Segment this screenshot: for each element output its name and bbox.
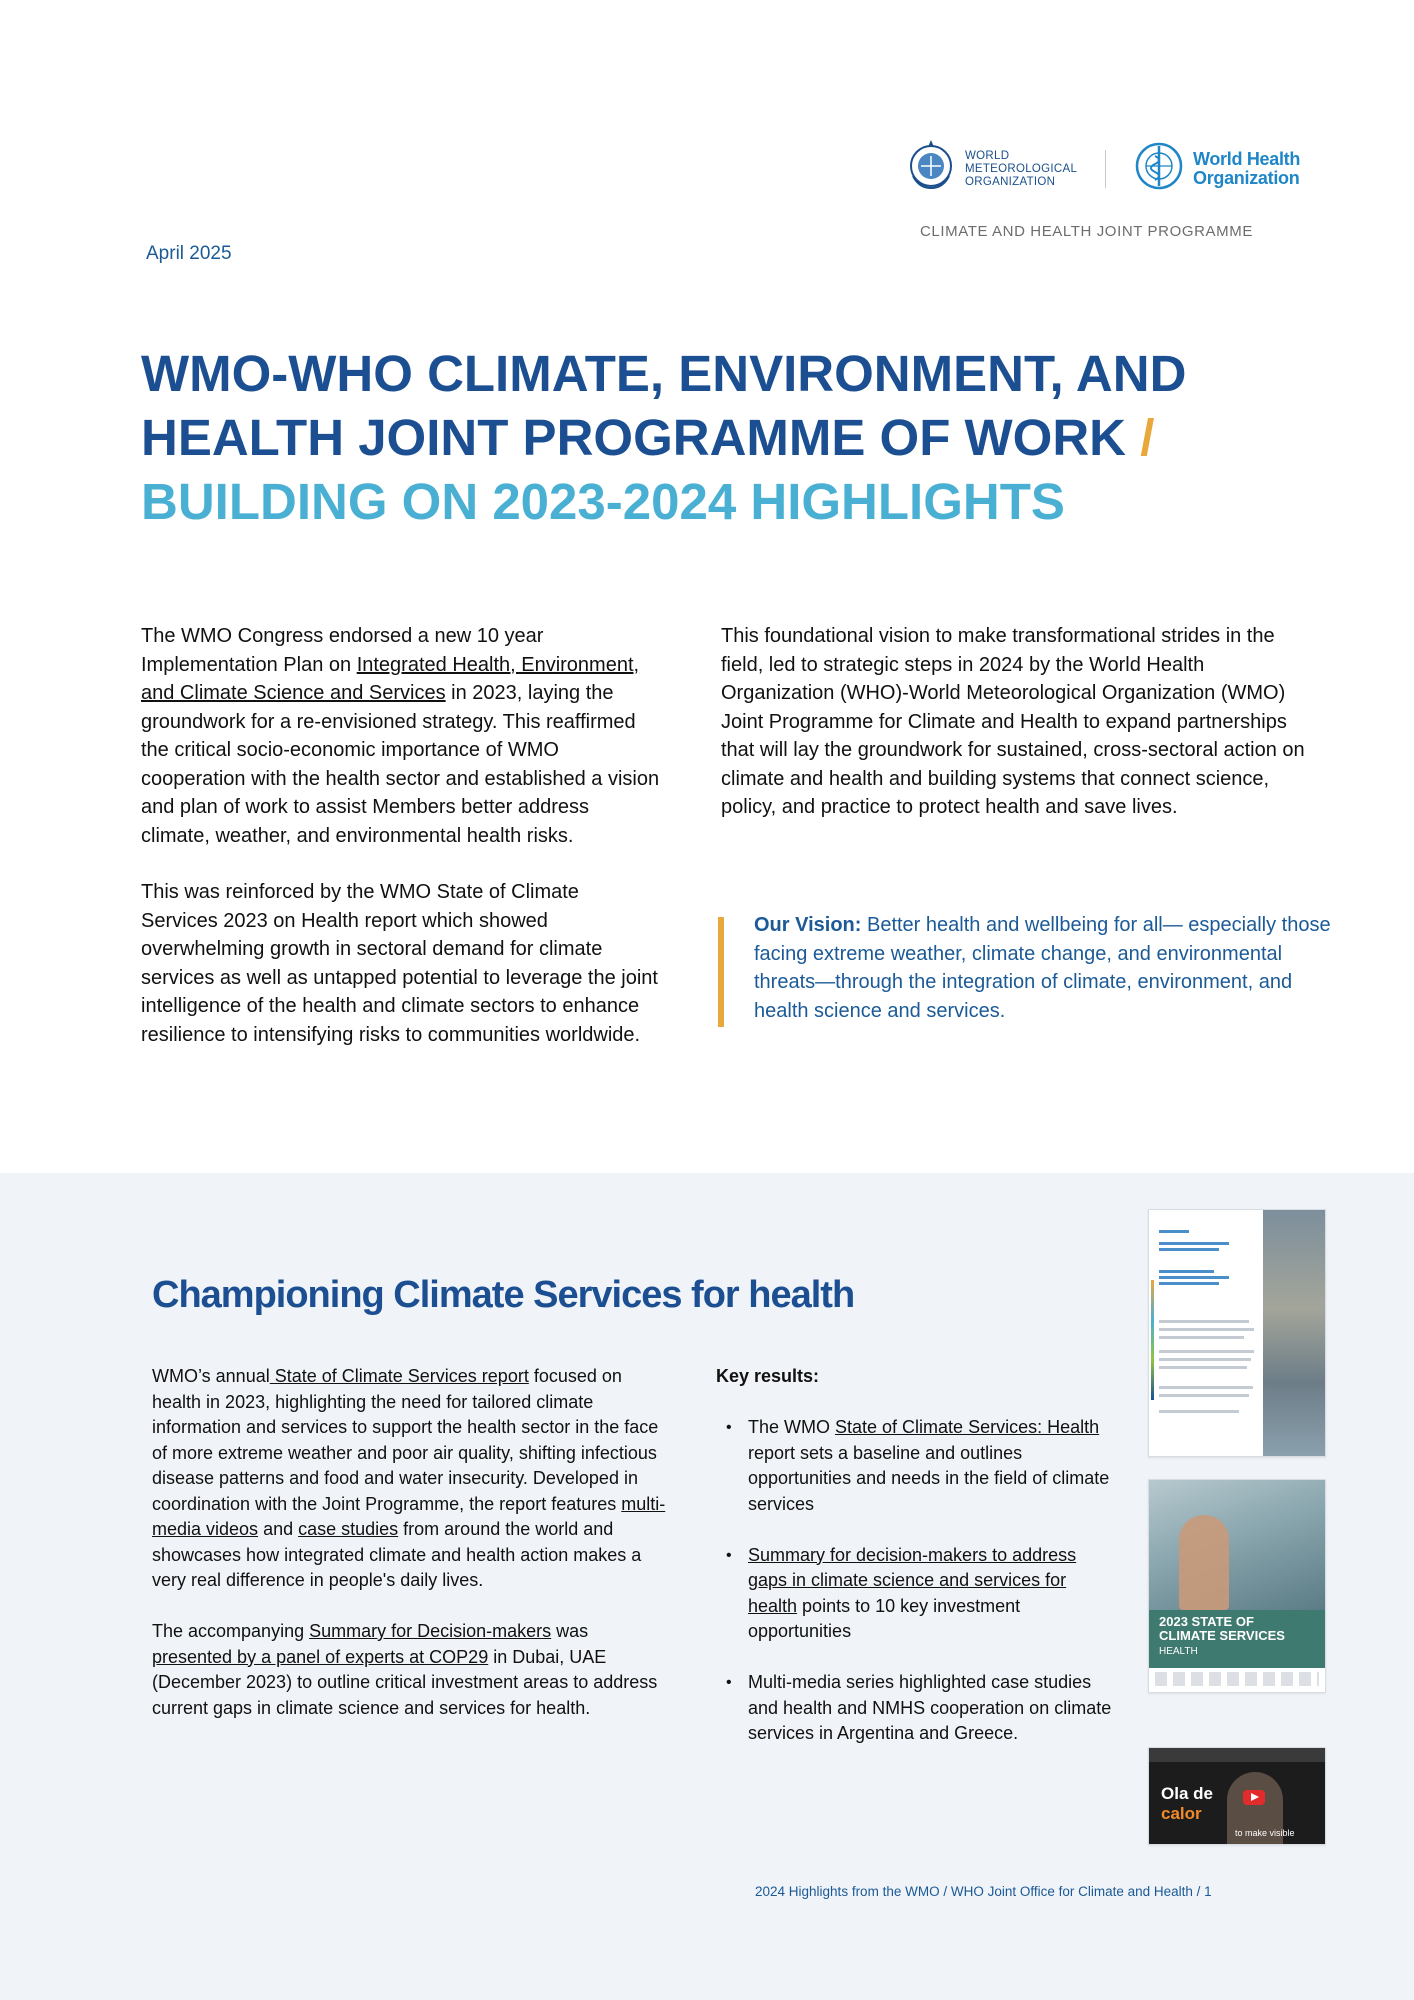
title-slash: / [1140,409,1155,466]
video-thumbnail[interactable] [1148,1747,1326,1845]
thumbnail-text-line [1159,1276,1229,1279]
summary-report-thumbnail[interactable] [1148,1209,1326,1457]
thumbnail-text-line [1159,1248,1219,1251]
section-left-column [152,1364,672,1747]
key-results-heading: Key results: [716,1366,820,1386]
logo-divider [1105,150,1106,188]
thumbnail-text-line [1159,1386,1253,1389]
who-logo-text: World Health Organization [1193,149,1301,188]
thumbnail-text-line [1159,1270,1214,1273]
intro-left-column [141,622,661,1077]
thumbnail-text-line [1159,1320,1249,1323]
video-title-word-2: calor [1161,1804,1202,1823]
kr1-text-b: report sets a baseline and outlines opportunities and needs in the field of climate services [748,1442,1110,1514]
video-title-word-1: Ola de [1161,1784,1213,1803]
intro-p1-text: The WMO Congress endorsed a new 10 year Implementation Plan on [141,625,544,676]
thumbnail-text-line [1159,1358,1251,1361]
kr2-text-b: points to 10 key investment opportunities [748,1595,1021,1641]
section-p1-text-c: and [258,1519,299,1539]
thumbnail-partner-logos [1155,1672,1319,1686]
thumbnail-text-line [1159,1410,1239,1413]
summary-decision-makers-gaps-link[interactable]: Summary for decision-makers to address gaps in climate science and services for health [748,1544,1077,1616]
who-emblem-icon [1133,140,1185,192]
thumbnail-text-line [1159,1366,1247,1369]
section-p1-text-b: focused on health in 2023, highlighting the need for tailored climate information and services to support the health sector in the face of more extreme weather and poor air quality, shifting infectious disease patterns and food and water insecurity. Developed in coordination with the Joint Programme, the report features [152,1366,659,1514]
thumbnail-text-line [1159,1350,1254,1353]
list-item [716,1543,1116,1645]
summary-for-decision-makers-link[interactable]: Summary for Decision-makers [309,1621,552,1641]
title-line-2: HEALTH JOINT PROGRAMME OF WORK [141,409,1127,466]
key-results-list [716,1415,1116,1747]
thumbnail-text-line [1159,1394,1249,1397]
thumbnail-text-line [1159,1242,1229,1245]
section-paragraph-1 [152,1364,672,1594]
intro-paragraph-3: This foundational vision to make transformational strides in the field, led to strategic steps in 2024 by the World Health Organization (WHO)-World Meteorological Organization (WMO) Joint Programme for Climate and Health to expand partnerships that will lay the groundwork for sustained, cross-sectoral action on climate and health and building systems that connect science, policy, and practice to protect health and save lives. [721,625,1305,818]
multi-media-videos-link[interactable]: multi-media videos [152,1493,666,1539]
section-p1-text-a: WMO’s annual [152,1366,270,1386]
intro-p1-text-end: in 2023, laying the groundwork for a re-envisioned strategy. This reaffirmed the critical socio-economic importance of WMO cooperation with the health sector and established a vision and plan of work to assist Members better address climate, weather, and environmental health risks. [141,682,660,847]
video-caption: to make visible [1235,1828,1295,1838]
implementation-plan-link[interactable]: Integrated Health, Environment, and Climate Science and Services [141,653,640,704]
section-p1-text-d: from around the world and showcases how integrated climate and health action makes a very real difference in people's daily lives. [152,1519,642,1590]
section-paragraph-2 [152,1619,672,1721]
title-line-1: WMO-WHO CLIMATE, ENVIRONMENT, AND [141,345,1187,402]
header-logos [905,136,1305,196]
section-p2-text-b: was [551,1621,589,1641]
state-of-climate-services-health-link[interactable]: State of Climate Services: Health [835,1417,1100,1437]
wmo-logo-text: WORLD METEOROLOGICAL ORGANIZATION [965,150,1078,188]
intro-right-column [721,622,1321,850]
video-top-bar [1149,1748,1325,1762]
state-of-climate-services-report-link[interactable]: State of Climate Services report [269,1366,529,1386]
vision-accent-bar [718,917,724,1027]
thumbnail-text-line [1159,1336,1244,1339]
page-title [141,342,1301,534]
thumbnail-color-strip [1151,1280,1154,1400]
thumbnail-photo [1149,1480,1325,1610]
title-line-3: BUILDING ON 2023-2024 HIGHLIGHTS [141,473,1065,530]
thumbnail-person [1179,1515,1229,1610]
intro-paragraph-1 [141,622,661,850]
thumbnail-text-line [1159,1328,1254,1331]
section-p2-text-a: The accompanying [152,1621,310,1641]
kr1-text-a: The WMO [748,1417,836,1437]
case-studies-link[interactable]: case studies [298,1519,399,1539]
intro-paragraph-2: This was reinforced by the WMO State of Climate Services 2023 on Health report which showed overwhelming growth in sectoral demand for climate services as well as untapped potential to leverage the joint intelligence of the health and climate sectors to enhance resilience to intensifying risks to communities worldwide. [141,881,658,1046]
state-of-climate-services-thumbnail[interactable] [1148,1479,1326,1693]
thumbnail-text-line [1159,1230,1189,1233]
thumbnail-report-title: 2023 STATE OF CLIMATE SERVICES [1159,1614,1285,1643]
section-p2-text-c: in Dubai, UAE (December 2023) to outline critical investment areas to address current gaps in climate science and services for health. [152,1646,658,1718]
wmo-emblem-icon [905,136,957,192]
vision-label: Our Vision: [754,914,862,936]
thumbnail-text-line [1159,1282,1219,1285]
key-results [716,1364,1116,1772]
page-footer: 2024 Highlights from the WMO / WHO Joint Office for Climate and Health / 1 [755,1884,1212,1899]
thumbnail-report-subtitle: HEALTH [1159,1646,1198,1657]
list-item: • Multi-media series highlighted case studies and health and NMHS cooperation on climate services in Argentina and Greece. [716,1670,1116,1747]
document-date: April 2025 [146,243,232,264]
play-icon[interactable] [1243,1790,1265,1805]
thumbnail-photo [1263,1210,1325,1456]
section-title: Championing Climate Services for health [152,1274,855,1316]
cop29-panel-link[interactable]: presented by a panel of experts at COP29 [152,1646,489,1667]
vision-text [754,911,1334,1025]
vision-body: Better health and wellbeing for all— especially those facing extreme weather, climate change, and environmental threats—through the integration of climate, environment, and health science and services. [754,914,1331,1022]
list-item [716,1415,1116,1517]
programme-label: CLIMATE AND HEALTH JOINT PROGRAMME [920,223,1253,240]
